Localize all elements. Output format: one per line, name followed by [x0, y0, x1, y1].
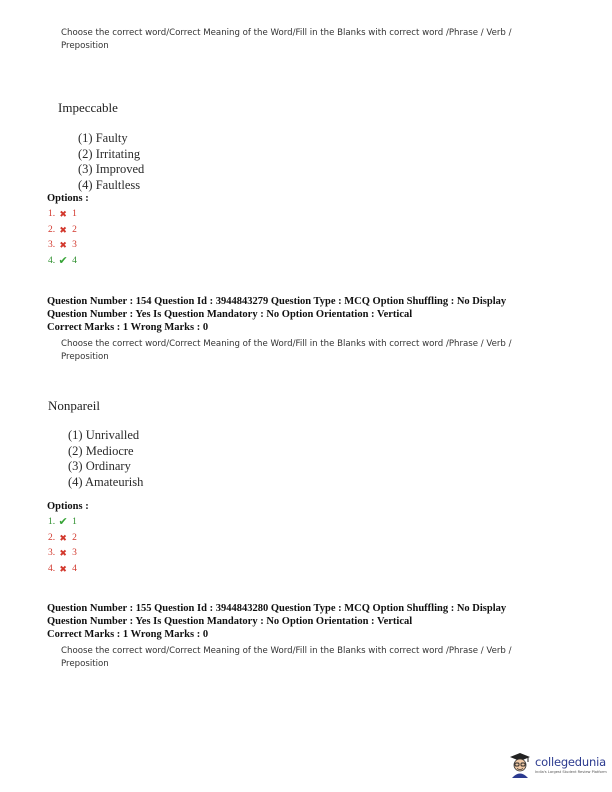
meta-line-1: Question Number : 155 Question Id : 3944843280 Question Type : MCQ Option Shuffling : No Display	[47, 603, 507, 614]
option-item	[48, 546, 77, 562]
options-list	[48, 207, 77, 269]
wrong-cross-icon: ✖	[59, 224, 67, 235]
option-item	[48, 531, 77, 547]
option-value: 1	[72, 209, 77, 219]
wrong-cross-icon: ✖	[59, 209, 67, 219]
options-list	[48, 515, 77, 577]
choice-1: (1) Faulty	[78, 131, 128, 145]
option-number: 3.	[48, 548, 56, 559]
option-number: 4.	[48, 255, 56, 266]
options-label: Options :	[47, 501, 89, 512]
question-meta	[47, 295, 506, 334]
instruction-line-1: Choose the correct word/Correct Meaning of the Word/Fill in the Blanks with correct word /Phrase / Verb /	[61, 339, 512, 349]
choice-2: (2) Mediocre	[68, 443, 134, 458]
logo-name: collegedunia	[535, 754, 606, 769]
question-choices	[78, 131, 144, 193]
option-value: 2	[72, 532, 77, 543]
option-item	[48, 207, 77, 223]
wrong-cross-icon: ✖	[59, 240, 67, 251]
choice-2: (2) Irritating	[78, 146, 141, 161]
instruction-text	[61, 27, 541, 52]
option-number: 1.	[48, 517, 56, 527]
meta-line-2: Question Number : Yes Is Question Mandatory : No Option Orientation : Vertical	[47, 616, 413, 627]
option-number: 4.	[48, 563, 56, 574]
logo-tagline: India's Largest Student Review Platform	[535, 769, 607, 774]
choice-4: (4) Faultless	[78, 177, 141, 192]
instruction-line-2: Preposition	[61, 40, 109, 51]
option-number: 2.	[48, 224, 56, 235]
wrong-cross-icon: ✖	[59, 563, 67, 574]
question-word: Nonpareil	[48, 398, 100, 413]
instruction-line-1: Choose the correct word/Correct Meaning of the Word/Fill in the Blanks with correct word /Phrase / Verb /	[61, 28, 512, 38]
instruction-line-2: Preposition	[61, 351, 109, 362]
choice-1: (1) Unrivalled	[68, 428, 140, 442]
logo-text	[535, 755, 607, 774]
option-value: 3	[72, 548, 77, 559]
question-word: Impeccable	[58, 100, 118, 115]
question-meta	[47, 602, 506, 641]
option-number: 3.	[48, 240, 56, 251]
meta-line-1: Question Number : 154 Question Id : 3944843279 Question Type : MCQ Option Shuffling : No Display	[47, 296, 507, 307]
wrong-cross-icon: ✖	[59, 532, 67, 543]
option-value: 2	[72, 224, 77, 235]
option-item	[48, 562, 77, 578]
option-value: 4	[72, 255, 77, 266]
meta-line-3: Correct Marks : 1 Wrong Marks : 0	[47, 629, 209, 640]
instruction-text	[61, 645, 541, 670]
option-item	[48, 254, 77, 270]
choice-3: (3) Ordinary	[68, 459, 131, 473]
question-choices	[68, 428, 143, 490]
options-label: Options :	[47, 193, 89, 204]
instruction-line-1: Choose the correct word/Correct Meaning of the Word/Fill in the Blanks with correct word /Phrase / Verb /	[61, 646, 512, 656]
choice-3: (3) Improved	[78, 162, 145, 176]
meta-line-2: Question Number : Yes Is Question Mandatory : No Option Orientation : Vertical	[47, 309, 413, 320]
correct-check-icon: ✔	[58, 516, 68, 528]
instruction-text	[61, 338, 541, 363]
meta-line-3: Correct Marks : 1 Wrong Marks : 0	[47, 322, 209, 333]
option-item	[48, 238, 77, 254]
option-number: 2.	[48, 532, 56, 543]
choice-4: (4) Amateurish	[68, 474, 144, 489]
option-item	[48, 223, 77, 239]
instruction-line-2: Preposition	[61, 658, 109, 669]
wrong-cross-icon: ✖	[59, 548, 67, 559]
option-item	[48, 515, 77, 531]
option-value: 1	[72, 517, 77, 527]
correct-check-icon: ✔	[58, 254, 68, 267]
graduate-avatar-icon	[508, 750, 532, 778]
collegedunia-logo	[508, 750, 607, 778]
option-value: 3	[72, 240, 77, 251]
option-number: 1.	[48, 209, 56, 219]
option-value: 4	[72, 563, 77, 574]
